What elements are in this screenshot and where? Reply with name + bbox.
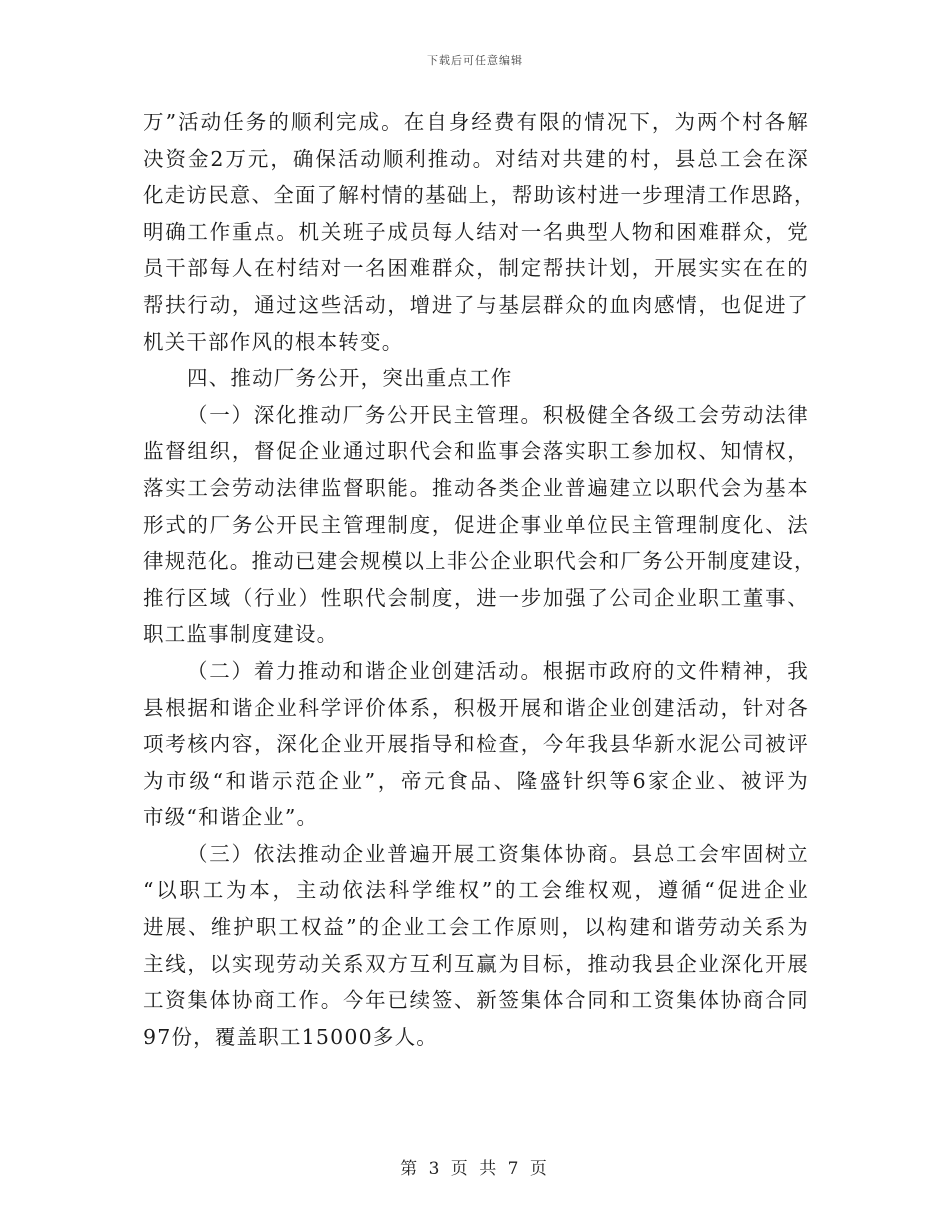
text-line: 职工监事制度建设。 <box>143 622 339 647</box>
text-line: 员干部每人在村结对一名困难群众，制定帮扶计划，开展实实在在的 <box>143 256 809 281</box>
paragraph <box>143 104 816 360</box>
text-line: （一）深化推动厂务公开民主管理。积极健全各级工会劳动法律 <box>187 402 809 427</box>
page-footer: 第 3 页 共 7 页 <box>400 1159 550 1179</box>
text-line: 决资金2万元，确保活动顺利推动。对结对共建的村，县总工会在深 <box>143 146 809 171</box>
heading-text: 四、推动厂务公开，突出重点工作 <box>187 366 513 391</box>
text-line: 落实工会劳动法律监督职能。推动各类企业普遍建立以职代会为基本 <box>143 475 809 500</box>
paragraph <box>143 653 809 836</box>
text-line: 县根据和谐企业科学评价体系，积极开展和谐企业创建活动，针对各 <box>143 695 809 720</box>
page-header: 下载后可任意编辑 <box>427 54 523 67</box>
text-line: 为市级“和谐示范企业”，帝元食品、隆盛针织等6家企业、被评为 <box>143 768 809 793</box>
paragraph <box>143 397 816 653</box>
text-line: 工资集体协商工作。今年已续签、新签集体合同和工资集体协商合同 <box>143 988 809 1013</box>
text-line: 明确工作重点。机关班子成员每人结对一名典型人物和困难群众，党 <box>143 219 809 244</box>
text-line: 律规范化。推动已建会规模以上非公企业职代会和厂务公开制度建设， <box>143 549 816 574</box>
text-line: （三）依法推动企业普遍开展工资集体协商。县总工会牢固树立 <box>187 841 809 866</box>
text-line: 推行区域（行业）性职代会制度，进一步加强了公司企业职工董事、 <box>143 585 809 610</box>
text-line: “以职工为本，主动依法科学维权”的工会维权观，遵循“促进企业 <box>143 878 809 903</box>
text-line: 形式的厂务公开民主管理制度，促进企事业单位民主管理制度化、法 <box>143 512 809 537</box>
text-line: 进展、维护职工权益”的企业工会工作原则，以构建和谐劳动关系为 <box>143 915 809 940</box>
text-line: 万”活动任务的顺利完成。在自身经费有限的情况下，为两个村各解 <box>143 110 809 134</box>
document-body <box>143 104 816 1055</box>
section-heading <box>143 360 809 397</box>
text-line: （二）着力推动和谐企业创建活动。根据市政府的文件精神，我 <box>187 658 809 683</box>
text-line: 化走访民意、全面了解村情的基础上，帮助该村进一步理清工作思路， <box>143 183 816 208</box>
text-line: 监督组织，督促企业通过职代会和监事会落实职工参加权、知情权， <box>143 439 809 464</box>
paragraph <box>143 836 809 1056</box>
text-line: 市级“和谐企业”。 <box>143 805 319 830</box>
text-line: 项考核内容，深化企业开展指导和检查，今年我县华新水泥公司被评 <box>143 732 809 757</box>
text-line: 机关干部作风的根本转变。 <box>143 329 404 354</box>
text-line: 97份，覆盖职工15000多人。 <box>143 1024 438 1049</box>
text-line: 主线，以实现劳动关系双方互利互赢为目标，推动我县企业深化开展 <box>143 951 809 976</box>
text-line: 帮扶行动，通过这些活动，增进了与基层群众的血肉感情，也促进了 <box>143 292 809 317</box>
